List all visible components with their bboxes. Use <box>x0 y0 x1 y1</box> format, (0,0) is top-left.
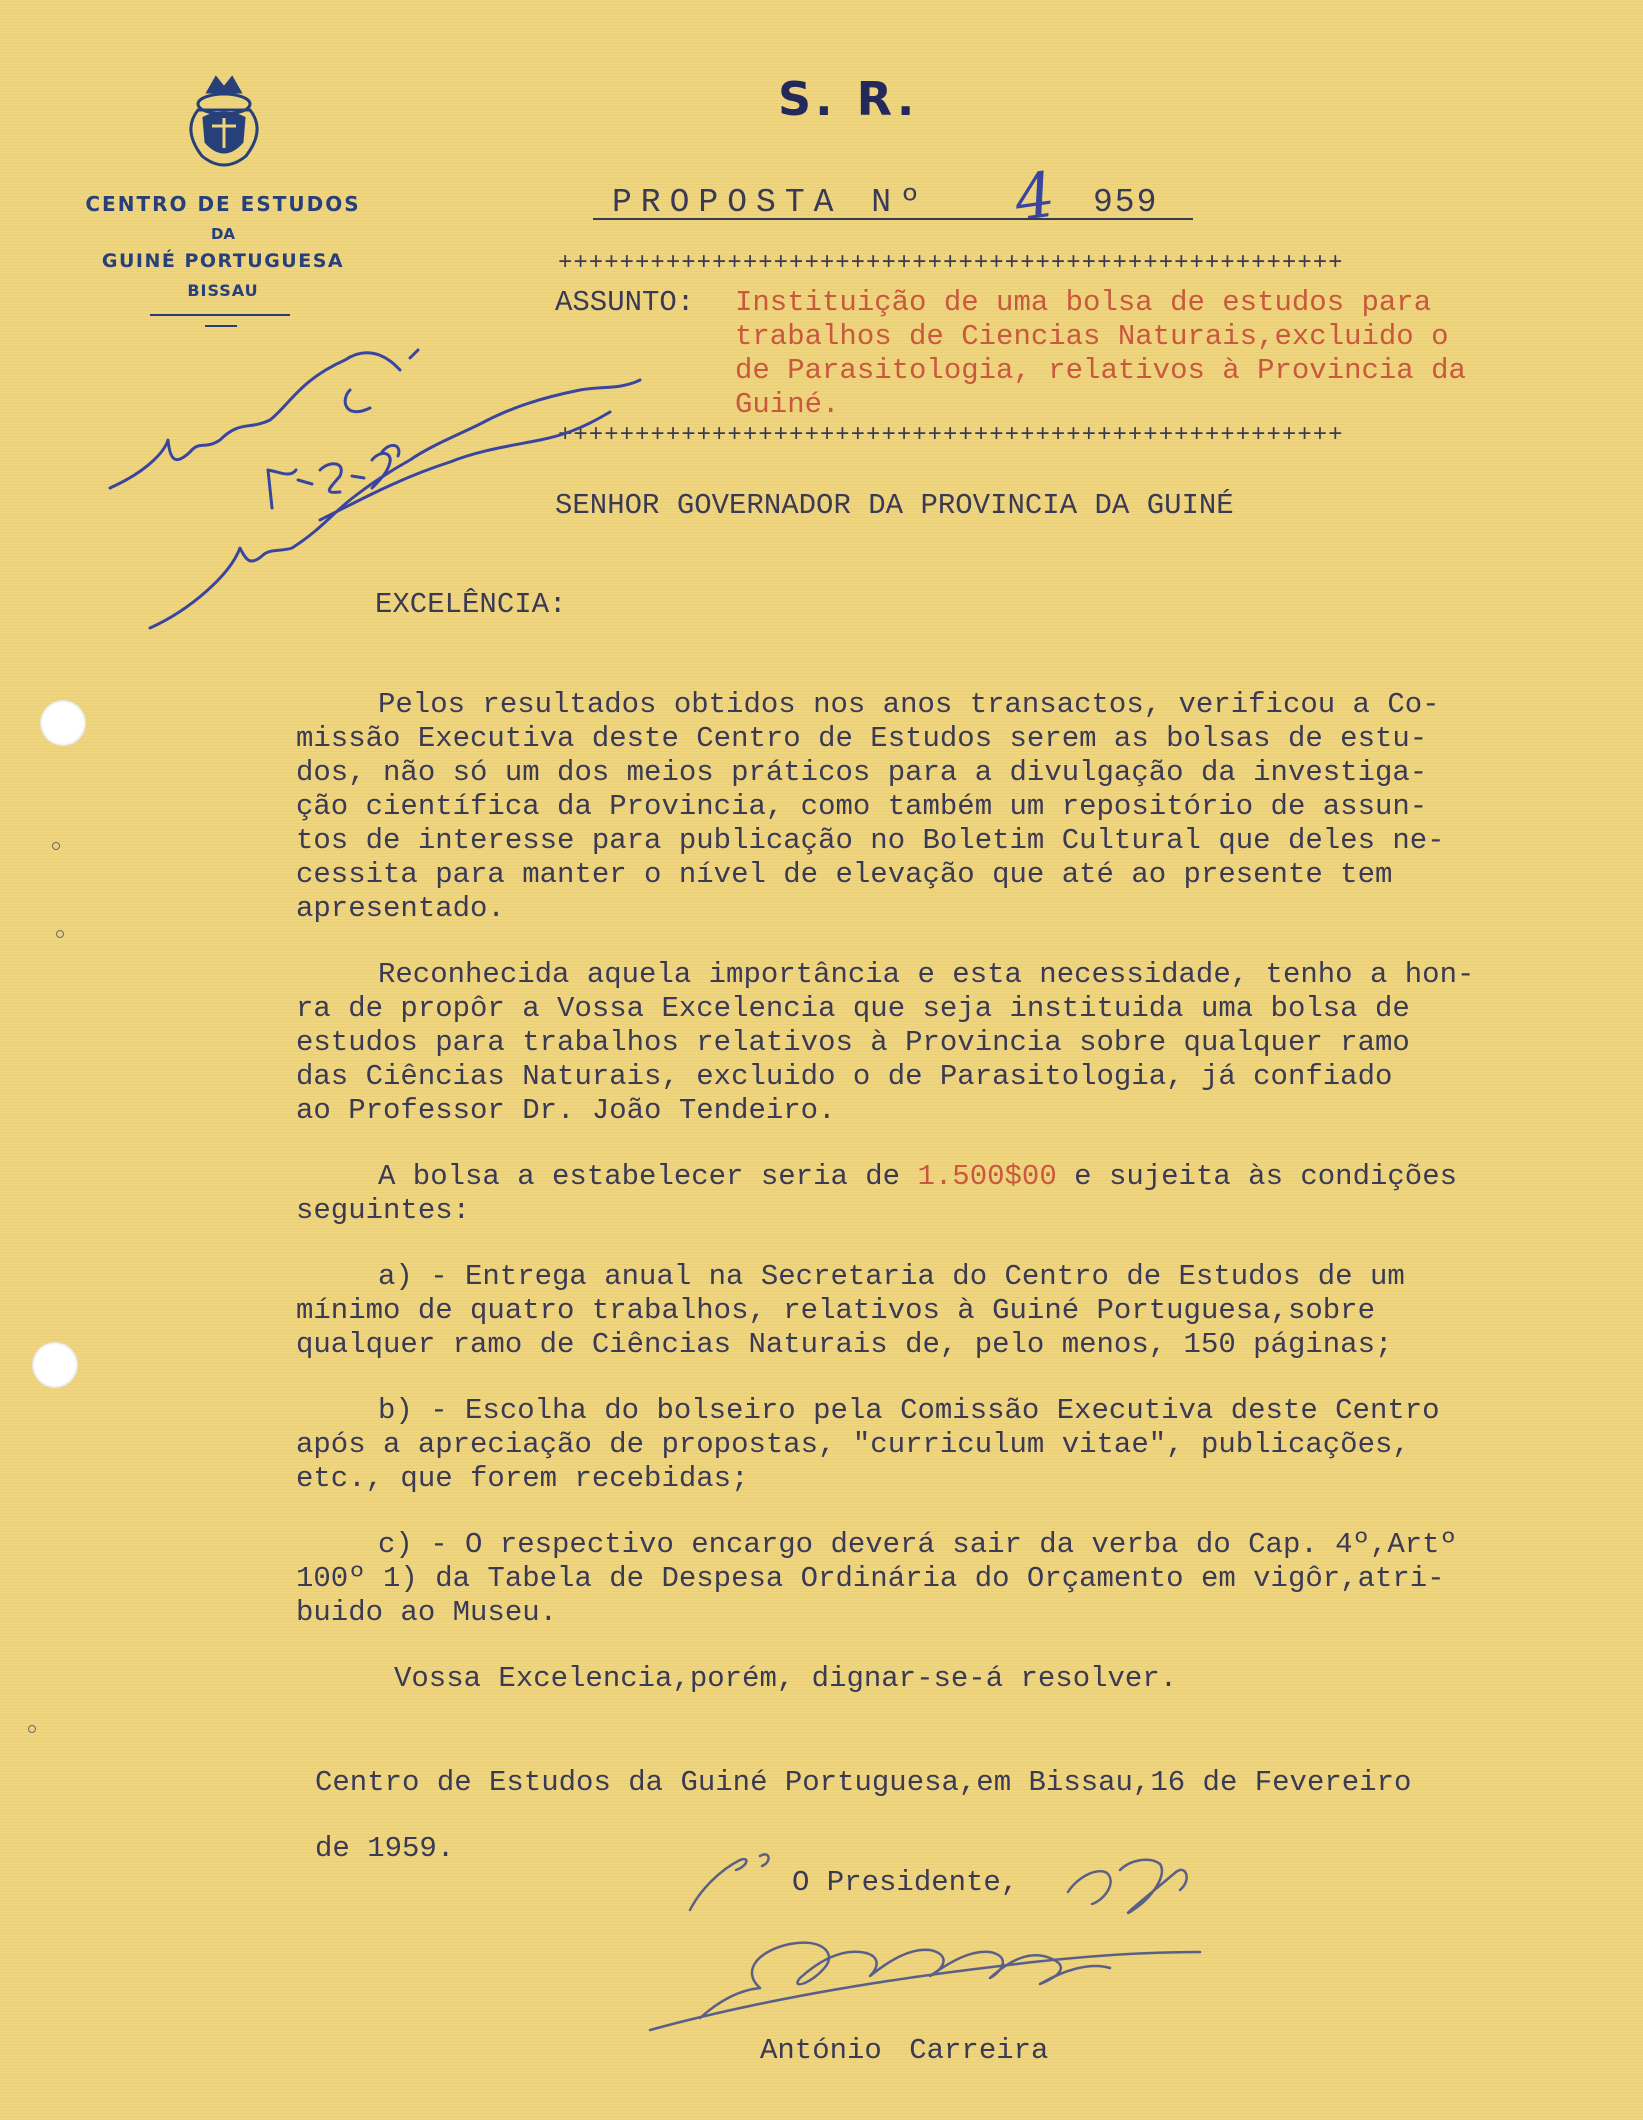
punch-hole-top <box>40 700 86 746</box>
letter-body <box>296 688 1616 1696</box>
subject-line-4: Guiné. <box>735 388 840 421</box>
proposal-label: PROPOSTA Nº <box>612 184 929 221</box>
grant-amount: 1.500$00 <box>917 1160 1057 1193</box>
org-name-line2: DA <box>210 225 236 243</box>
condition-a-line: mínimo de quatro trabalhos, relativos à Guiné Portuguesa,sobre <box>296 1294 1375 1327</box>
paragraph2-line: Reconhecida aquela importância e esta necessidade, tenho a hon- <box>378 958 1475 991</box>
paragraph2-line: ra de propôr a Vossa Excelencia que seja instituida uma bolsa de <box>296 992 1410 1025</box>
place-date-line1: Centro de Estudos da Guiné Portuguesa,em Bissau,16 de Fevereiro <box>315 1766 1412 1799</box>
paragraph1-line: cessita para manter o nível de elevação que até ao presente tem <box>296 858 1393 891</box>
subject-line-1: Instituição de uma bolsa de estudos para <box>735 286 1432 319</box>
condition-b-line: etc., que forem recebidas; <box>296 1462 749 1495</box>
paragraph3-after: e sujeita às condições <box>1056 1160 1457 1193</box>
condition-c-line: c) - O respectivo encargo deverá sair da verba do Cap. 4º,Artº <box>378 1528 1457 1561</box>
paragraph3-line <box>296 1160 1616 1194</box>
condition-b-line: após a apreciação de propostas, "curriculum vitae", publicações, <box>296 1428 1410 1461</box>
condition-a-line: a) - Entrega anual na Secretaria do Centro de Estudos de um <box>378 1260 1405 1293</box>
proposal-year: 959 <box>1093 184 1159 221</box>
separator-bottom: +++++++++++++++++++++++++++++++++++++++++++++++++++ <box>558 422 1344 449</box>
separator-top: +++++++++++++++++++++++++++++++++++++++++++++++++++ <box>558 250 1344 277</box>
subject-label: ASSUNTO: <box>555 286 695 319</box>
condition-a-line: qualquer ramo de Ciências Naturais de, pelo menos, 150 páginas; <box>296 1328 1393 1361</box>
proposal-number-handwritten: 4 <box>1010 157 1060 236</box>
paragraph2-line: estudos para trabalhos relativos à Provincia sobre qualquer ramo <box>296 1026 1410 1059</box>
addressee: SENHOR GOVERNADOR DA PROVINCIA DA GUINÉ <box>555 489 1234 522</box>
subject-line-3: de Parasitologia, relativos à Provincia da <box>735 354 1466 387</box>
paragraph3-before: A bolsa a estabelecer seria de <box>378 1160 918 1193</box>
paragraph1-line: tos de interesse para publicação no Boletim Cultural que deles ne- <box>296 824 1445 857</box>
paragraph1-line: apresentado. <box>296 892 505 925</box>
paragraph1-line: ção científica da Provincia, como também um repositório de assun- <box>296 790 1428 823</box>
punch-hole-bottom <box>32 1342 78 1388</box>
paragraph3-line2: seguintes: <box>296 1194 471 1227</box>
paragraph1-line: Pelos resultados obtidos nos anos transactos, verificou a Co- <box>378 688 1440 721</box>
signatory-name: António Carreira <box>760 2034 1049 2067</box>
margin-mark <box>28 1725 36 1733</box>
closing: Vossa Excelencia,porém, dignar-se-á resolver. <box>394 1662 1178 1695</box>
salutation: EXCELÊNCIA: <box>375 588 567 621</box>
paragraph2-line: ao Professor Dr. João Tendeiro. <box>296 1094 836 1127</box>
signature-title: O Presidente, <box>792 1866 1019 1899</box>
margin-mark <box>56 930 64 938</box>
paragraph1-line: missão Executiva deste Centro de Estudos serem as bolsas de estu- <box>296 722 1428 755</box>
sr-heading: S. R. <box>778 72 919 126</box>
paragraph2-line: das Ciências Naturais, excluido o de Parasitologia, já confiado <box>296 1060 1393 1093</box>
condition-b-line: b) - Escolha do bolseiro pela Comissão Executiva deste Centro <box>378 1394 1440 1427</box>
margin-mark <box>52 842 60 850</box>
handwritten-note-icon <box>0 0 700 680</box>
condition-c-line: 100º 1) da Tabela de Despesa Ordinária do Orçamento em vigôr,atri- <box>296 1562 1445 1595</box>
place-date-line2: de 1959. <box>315 1832 455 1865</box>
org-name-line1: CENTRO DE ESTUDOS <box>85 192 361 216</box>
condition-c-line: buido ao Museu. <box>296 1596 558 1629</box>
org-name-line3: GUINÉ PORTUGUESA <box>101 250 345 272</box>
subject-line-2: trabalhos de Ciencias Naturais,excluido o <box>735 320 1449 353</box>
paragraph1-line: dos, não só um dos meios práticos para a divulgação da investiga- <box>296 756 1428 789</box>
org-city: BISSAU <box>187 281 259 300</box>
